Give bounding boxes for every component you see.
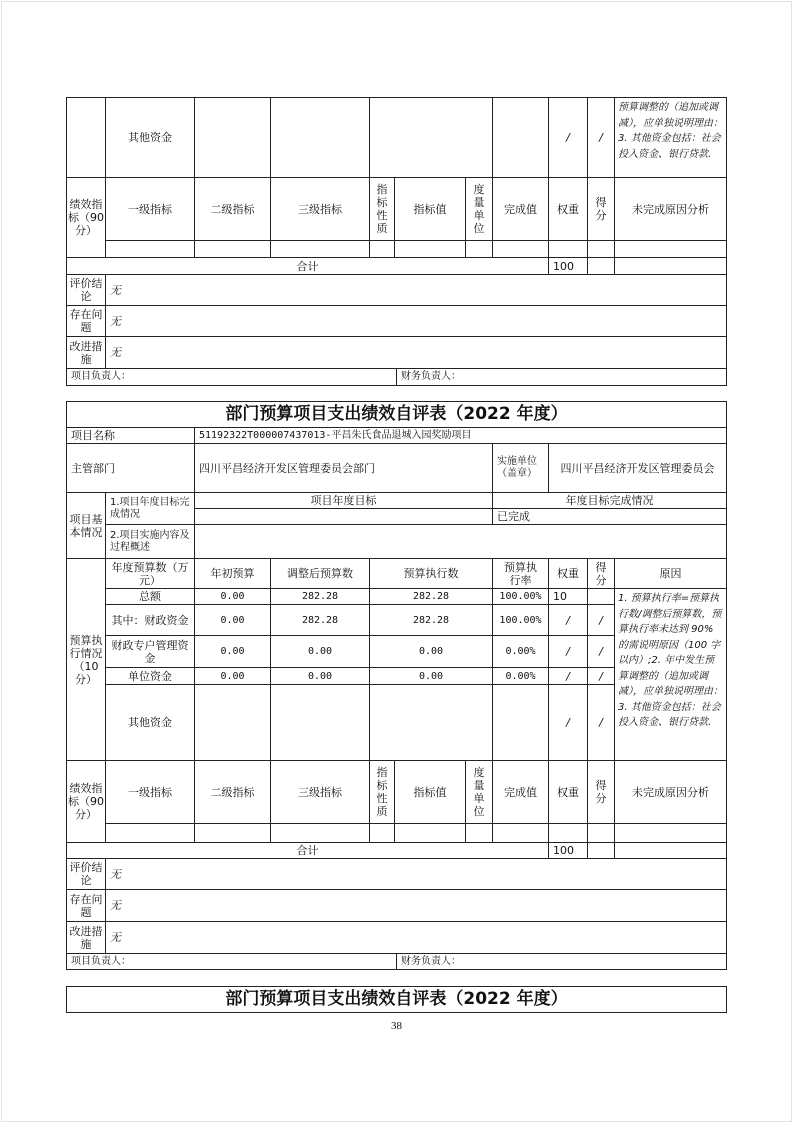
budget-header-annual: 年度预算数（万元） (105, 558, 195, 589)
budget-row-score: / (587, 667, 615, 685)
budget-section-cell-blank (66, 97, 106, 178)
other-funds-score: / (587, 97, 615, 178)
budget-row-initial: 0.00 (194, 604, 271, 636)
perf-cell (270, 240, 370, 258)
budget-row-adjusted: 0.00 (270, 635, 370, 668)
finance-lead-label: 财务负责人： (396, 953, 727, 970)
perf-cell (270, 823, 370, 843)
budget-row-name: 单位资金 (105, 667, 195, 685)
perf-header-value: 指标值 (394, 760, 466, 824)
other-funds-weight: / (548, 97, 588, 178)
other-funds-label: 其他资金 (105, 97, 195, 178)
perf-header-weight: 权重 (548, 760, 588, 824)
perf-header-level3: 三级指标 (270, 177, 370, 241)
eval-conclusion-value: 无 (105, 858, 727, 890)
other-funds-rate (492, 97, 549, 178)
other-funds-executed (369, 97, 493, 178)
perf-header-unit: 度量单位 (465, 177, 493, 241)
budget-row-name: 其中：财政资金 (105, 604, 195, 636)
project-lead-label: 项目负责人： (66, 953, 397, 970)
perf-cell (465, 240, 493, 258)
budget-header-reason: 原因 (614, 558, 727, 589)
problems-value: 无 (105, 305, 727, 337)
budget-header-score: 得分 (587, 558, 615, 589)
other-funds-initial (194, 97, 271, 178)
perf-cell (614, 823, 727, 843)
perf-header-nature: 指标性质 (369, 177, 395, 241)
perf-cell (587, 240, 615, 258)
improvements-label: 改进措施 (66, 336, 106, 369)
perf-header-unit: 度量单位 (465, 760, 493, 824)
total-score (587, 842, 615, 859)
perf-cell (465, 823, 493, 843)
impl-unit-label: 实施单位（盖章） (492, 443, 549, 493)
perf-cell (369, 823, 395, 843)
budget-row-weight: 10 (548, 588, 588, 605)
improvements-label: 改进措施 (66, 921, 106, 954)
budget-row-rate: 0.00% (492, 667, 549, 685)
perf-cell (587, 823, 615, 843)
total-label: 合计 (66, 257, 549, 275)
perf-cell (492, 240, 549, 258)
dept-label: 主管部门 (66, 443, 195, 493)
budget-row-rate: 100.00% (492, 588, 549, 605)
perf-header-actual: 完成值 (492, 177, 549, 241)
budget-row-rate: 0.00% (492, 635, 549, 668)
basic-info-label: 项目基本情况 (66, 492, 106, 559)
perf-header-level2: 二级指标 (194, 177, 271, 241)
dept-value: 四川平昌经济开发区管理委员会部门 (194, 443, 493, 493)
goal-header: 项目年度目标 (194, 492, 493, 509)
budget-row-adjusted: 282.28 (270, 588, 370, 605)
perf-cell (194, 823, 271, 843)
perf-header-reason: 未完成原因分析 (614, 760, 727, 824)
perf-header-level2: 二级指标 (194, 760, 271, 824)
project-name-label: 项目名称 (66, 427, 195, 444)
problems-label: 存在问题 (66, 889, 106, 922)
next-form-title: 部门预算项目支出绩效自评表（2022 年度） (66, 986, 727, 1013)
budget-row-name: 财政专户管理资金 (105, 635, 195, 668)
goal-status-value: 已完成 (492, 508, 727, 525)
impl-unit-value: 四川平昌经济开发区管理委员会 (548, 443, 727, 493)
budget-row-weight: / (548, 604, 588, 636)
budget-header-weight: 权重 (548, 558, 588, 589)
budget-header-adjusted: 调整后预算数 (270, 558, 370, 589)
budget-row-weight: / (548, 667, 588, 685)
total-score (587, 257, 615, 275)
total-reason (614, 257, 727, 275)
budget-row-initial: 0.00 (194, 667, 271, 685)
perf-section-label: 绩效指标（90分） (66, 760, 106, 843)
budget-header-rate: 预算执行率 (492, 558, 549, 589)
perf-header-score: 得分 (587, 760, 615, 824)
total-label: 合计 (66, 842, 549, 859)
problems-value: 无 (105, 889, 727, 922)
budget-row-executed: 0.00 (369, 667, 493, 685)
budget-row-rate: 100.00% (492, 604, 549, 636)
other-funds-executed (369, 684, 493, 761)
other-funds-score: / (587, 684, 615, 761)
budget-row-adjusted: 282.28 (270, 604, 370, 636)
perf-section-label: 绩效指标（90分） (66, 177, 106, 258)
budget-row-adjusted: 0.00 (270, 667, 370, 685)
budget-section-label: 预算执行情况（10分） (66, 558, 106, 761)
perf-cell (492, 823, 549, 843)
improvements-value: 无 (105, 336, 727, 369)
perf-header-reason: 未完成原因分析 (614, 177, 727, 241)
process-label: 2.项目实施内容及过程概述 (105, 524, 195, 559)
other-funds-rate (492, 684, 549, 761)
project-lead-label: 项目负责人： (66, 368, 397, 386)
total-weight: 100 (548, 842, 588, 859)
perf-header-actual: 完成值 (492, 760, 549, 824)
perf-header-level1: 一级指标 (105, 177, 195, 241)
improvements-value: 无 (105, 921, 727, 954)
finance-lead-label: 财务负责人： (396, 368, 727, 386)
budget-header-initial: 年初预算 (194, 558, 271, 589)
budget-note: 1. 预算执行率=预算执行数/调整后预算数，预算执行率未达到 90%的需说明原因（100 字以内）;2. 年中发生预算调整的（追加或调减），应单独说明理由：3. 其他资金包括：社会投入资金、银行贷款. (614, 588, 727, 761)
goal-status-header: 年度目标完成情况 (492, 492, 727, 509)
perf-header-weight: 权重 (548, 177, 588, 241)
project-name-value: 51192322T000007437013-平昌朱氏食品退城入园奖励项目 (194, 427, 727, 444)
page-number: 38 (391, 1020, 402, 1032)
perf-cell (105, 823, 195, 843)
perf-cell (614, 240, 727, 258)
perf-header-score: 得分 (587, 177, 615, 241)
problems-label: 存在问题 (66, 305, 106, 337)
goal-label: 1.项目年度目标完成情况 (105, 492, 195, 525)
other-funds-adjusted (270, 684, 370, 761)
budget-row-score: / (587, 635, 615, 668)
other-funds-label: 其他资金 (105, 684, 195, 761)
total-weight: 100 (548, 257, 588, 275)
budget-row-score: / (587, 604, 615, 636)
perf-cell (105, 240, 195, 258)
budget-header-executed: 预算执行数 (369, 558, 493, 589)
total-reason (614, 842, 727, 859)
budget-row-name: 总额 (105, 588, 195, 605)
eval-conclusion-label: 评价结论 (66, 858, 106, 890)
perf-cell (548, 823, 588, 843)
eval-conclusion-label: 评价结论 (66, 274, 106, 306)
budget-row-executed: 0.00 (369, 635, 493, 668)
other-funds-adjusted (270, 97, 370, 178)
goal-value (194, 508, 493, 525)
perf-cell (194, 240, 271, 258)
perf-cell (394, 240, 466, 258)
perf-header-value: 指标值 (394, 177, 466, 241)
perf-cell (369, 240, 395, 258)
perf-header-level3: 三级指标 (270, 760, 370, 824)
budget-row-score (587, 588, 615, 605)
process-value (194, 524, 727, 559)
perf-cell (394, 823, 466, 843)
perf-cell (548, 240, 588, 258)
budget-row-weight: / (548, 635, 588, 668)
other-funds-weight: / (548, 684, 588, 761)
perf-header-nature: 指标性质 (369, 760, 395, 824)
budget-row-initial: 0.00 (194, 588, 271, 605)
budget-row-initial: 0.00 (194, 635, 271, 668)
form-title: 部门预算项目支出绩效自评表（2022 年度） (66, 401, 727, 428)
perf-header-level1: 一级指标 (105, 760, 195, 824)
eval-conclusion-value: 无 (105, 274, 727, 306)
budget-row-executed: 282.28 (369, 588, 493, 605)
budget-row-executed: 282.28 (369, 604, 493, 636)
budget-note-continued: 预算调整的（追加或调减），应单独说明理由：3. 其他资金包括：社会投入资金、银行贷款. (614, 97, 727, 178)
other-funds-initial (194, 684, 271, 761)
